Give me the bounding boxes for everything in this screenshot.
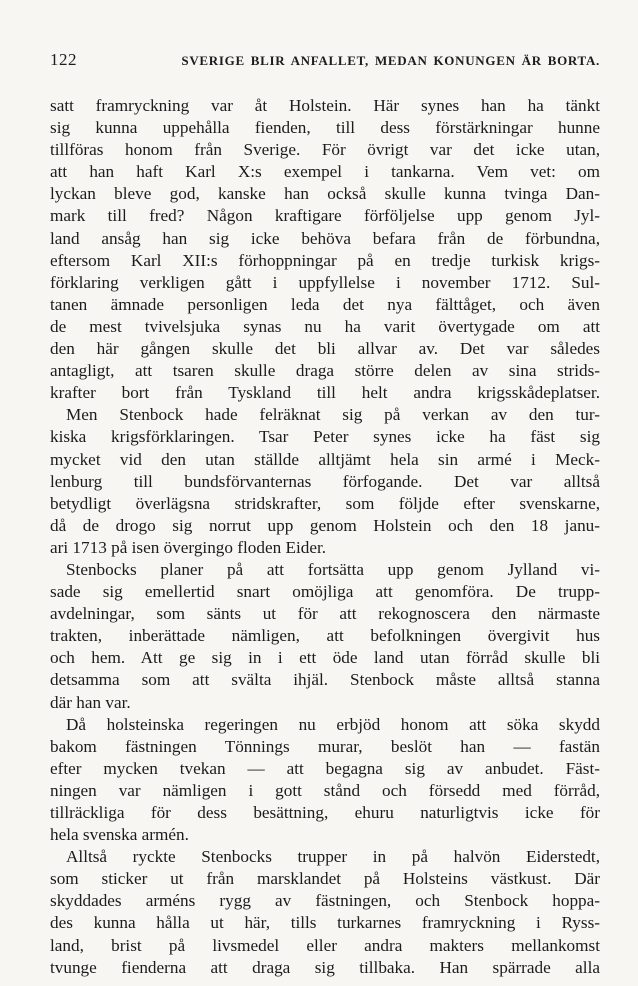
text-line: satt framryckning var åt Holstein. Här synes han ha tänkt (50, 96, 600, 115)
text-line: detsamma som att svälta ihjäl. Stenbock måste alltså stanna (50, 670, 600, 690)
text-line: Men Stenbock hade felräknat sig på verkan av den tur- (66, 405, 600, 425)
text-line: sade sig emellertid snart omöjliga att genomföra. De trupp- (50, 582, 600, 602)
text-line: förklaring verkligen gått i uppfyllelse i november 1712. Sul- (50, 272, 600, 292)
page-number: 122 (50, 50, 77, 69)
text-line: Stenbocks planer på att fortsätta upp genom Jylland vi- (66, 559, 600, 579)
text-line: sig kunna uppehålla fienden, till dess förstärkningar hunne (50, 118, 600, 138)
text-line: mark till fred? Någon kraftigare förföljelse upp genom Jyl- (50, 206, 600, 226)
text-line: tillföras honom från Sverige. För övrigt var det icke utan, (50, 140, 600, 160)
text-line: mycket vid den utan ställde alltjämt hela sin armé i Meck- (50, 449, 600, 469)
text-line: betydligt överlägsna stridskrafter, som följde efter svenskarne, (50, 493, 600, 513)
text-line: Då holsteinska regeringen nu erbjöd honom att söka skydd (66, 714, 600, 734)
body-text (50, 95, 600, 979)
text-line: hela svenska armén. (50, 825, 189, 845)
text-line: lenburg till bundsförvanternas förfogande. Det var alltså (50, 471, 600, 491)
text-line: avdelningar, som sänts ut för att rekognoscera den närmaste (50, 604, 600, 624)
text-line: Alltså ryckte Stenbocks trupper in på halvön Eiderstedt, (66, 847, 600, 867)
text-line: då de drogo sig norrut upp genom Holstein och den 18 janu- (50, 515, 600, 535)
text-line: eftersom Karl XII:s förhoppningar på en tredje turkisk krigs- (50, 250, 600, 270)
text-line: krafter bort från Tyskland till helt andra krigsskådeplatser. (50, 383, 600, 403)
text-line: lyckan bleve god, kanske han också skulle kunna tvinga Dan- (50, 184, 600, 204)
text-line: skyddades arméns rygg av fästningen, och Stenbock hoppa- (50, 891, 600, 911)
text-line: tillräckliga för dess besättning, ehuru naturligtvis icke för (50, 803, 600, 822)
text-line: land, brist på livsmedel eller andra makters mellankomst (50, 935, 600, 955)
page-header (50, 50, 600, 70)
text-line: bakom fästningen Tönnings murar, beslöt han — fastän (50, 736, 600, 756)
text-line: efter mycken tvekan — att begagna sig av anbudet. Fäst- (50, 758, 600, 778)
text-line: kiska krigsförklaringen. Tsar Peter synes icke ha fäst sig (50, 427, 600, 447)
text-line: som sticker ut från marsklandet på Holsteins västkust. Där (50, 869, 600, 889)
text-line: trakten, inberättade nämligen, att befolkningen övergivit hus (50, 626, 600, 646)
text-line: att han haft Karl X:s exempel i tankarna. Vem vet: om (50, 162, 600, 182)
text-line: och hem. Att ge sig in i ett öde land utan förråd skulle bli (50, 648, 600, 668)
running-title: SVERIGE BLIR ANFALLET, MEDAN KONUNGEN ÄR BORTA. (181, 53, 600, 68)
text-line: ari 1713 på isen övergingo floden Eider. (50, 537, 327, 557)
text-line: antagligt, att tsaren skulle draga större delen av sina strids- (50, 361, 600, 381)
text-line: den här gången skulle det bli allvar av. Det var således (50, 339, 600, 359)
text-line: ningen var nämligen i gott stånd och försedd med förråd, (50, 780, 600, 800)
text-line: där han var. (50, 692, 131, 712)
text-line: de mest tvivelsjuka synas nu ha varit övertygade om att (50, 316, 600, 336)
text-line: land ansåg han sig icke behöva befara från de förbundna, (50, 228, 600, 248)
text-line: tanen ämnade personligen leda det nya fälttåget, och även (50, 294, 600, 314)
text-line: tvunge fienderna att draga sig tillbaka. Han spärrade alla (50, 957, 600, 977)
text-line: des kunna hålla ut här, tills turkarnes framryckning i Ryss- (50, 913, 600, 933)
